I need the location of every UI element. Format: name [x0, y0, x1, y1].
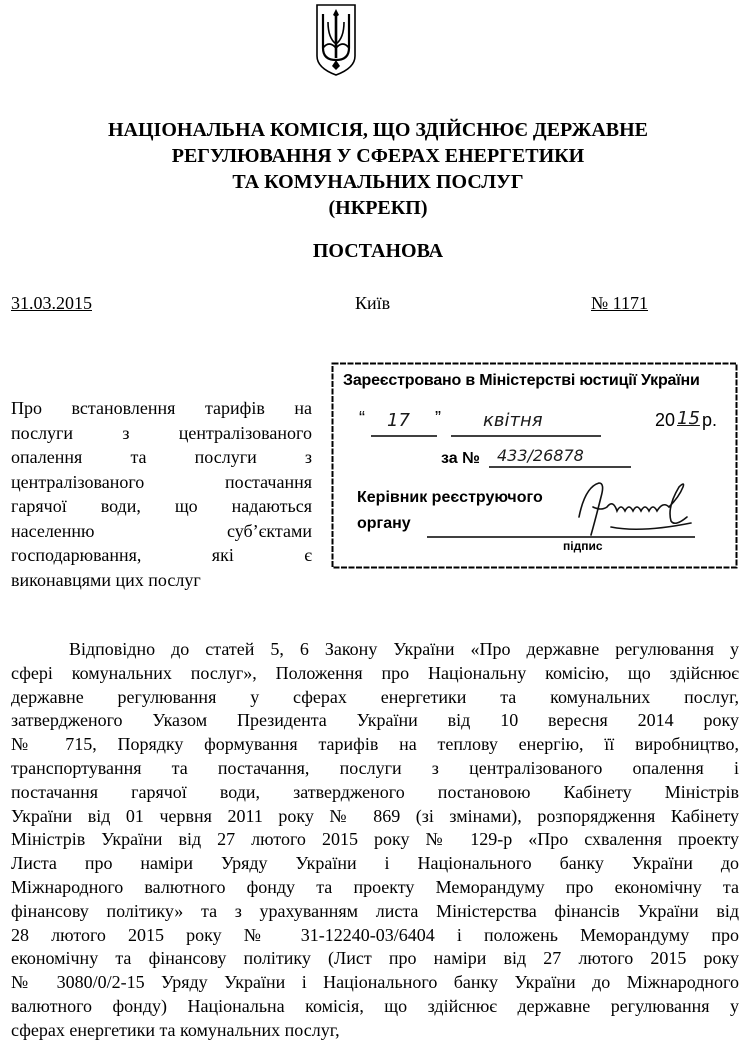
body-line: економічну та фінансову політику (Лист про наміри від 27 лютого 2015 року [11, 948, 739, 969]
body-line: постачання гарячої води, затвердженого постановою Кабінету Міністрів [11, 781, 739, 802]
document-city: Київ [355, 293, 391, 313]
body-line: сфері комунальних послуг», Положення про Національну комісію, що здійснює [11, 662, 739, 683]
stamp-date-row [353, 408, 733, 438]
body-line: України від 01 червня 2011 року № 869 (зі змінами), розпорядження Кабінету [11, 805, 739, 826]
document-number: № 1171 [591, 293, 649, 313]
body-line: сферах енергетики та комунальних послуг, [11, 1019, 340, 1040]
body-paragraph [11, 638, 739, 1043]
stamp-number-row [441, 446, 721, 472]
org-title-line: НАЦІОНАЛЬНА КОМІСІЯ, ЩО ЗДІЙСНЮЄ ДЕРЖАВНЕ [107, 119, 649, 141]
document-date: 31.03.2015 [11, 293, 92, 313]
org-abbreviation: (НКРЕКП) [328, 197, 428, 219]
subject-line: господарювання, які є [11, 545, 312, 565]
document-type: ПОСТАНОВА [312, 240, 444, 262]
body-line: Міжнародного валютного фонду та проекту Меморандуму про економічну та [11, 876, 739, 897]
body-line: валютного фонду) Національна комісія, що здійснює державне регулювання у [11, 995, 739, 1016]
body-line: Міністрів України від 27 лютого 2015 року № 129-р «Про схвалення проекту [11, 829, 739, 850]
subject-line: централізованого постачання [11, 471, 312, 492]
stamp-number-value: 433/26878 [497, 446, 584, 465]
body-line: Відповідно до статей 5, 6 Закону України «Про державне регулювання у [69, 639, 739, 659]
stamp-number-label: за № [441, 450, 480, 467]
stamp-year-unit: р. [702, 410, 718, 430]
org-title-line: ТА КОМУНАЛЬНИХ ПОСЛУГ [232, 171, 524, 193]
subject-line: виконавцями цих послуг [11, 569, 201, 590]
subject-line: гарячої води, що надаються [11, 496, 312, 516]
trident-icon [316, 4, 356, 76]
stamp-open-quote: “ [359, 408, 365, 428]
stamp-year-suffix: 15 [677, 408, 700, 429]
subject-line: населенню суб’єктами [11, 520, 312, 541]
stamp-head-line: органу [357, 515, 411, 532]
subject-line: Про встановлення тарифів на [11, 398, 312, 418]
signature-icon [571, 477, 701, 543]
document-subject [11, 396, 312, 592]
subject-line: послуги з централізованого [11, 422, 312, 443]
stamp-head-line: Керівник реєструючого [357, 489, 543, 506]
signature-caption: підпис [563, 539, 603, 553]
stamp-title: Зареєстровано в Міністерстві юстиції України [343, 372, 700, 389]
body-line: державне регулювання у сферах енергетики та комунальних послуг, [11, 686, 739, 707]
subject-line: опалення та послуги з [11, 447, 312, 467]
stamp-month: квітня [483, 410, 543, 431]
org-title [40, 117, 716, 221]
stamp-day: 17 [387, 410, 410, 431]
body-line: Листа про наміри Уряду України і Національного банку України до [11, 853, 739, 874]
body-line: № 715, Порядку формування тарифів на теплову енергію, її виробництво, [11, 734, 739, 755]
body-line: фінансову політику» та з урахуванням листа Міністерства фінансів України від [11, 900, 739, 921]
registration-stamp [331, 362, 739, 570]
stamp-close-quote: ” [435, 408, 441, 428]
body-line: транспортування та постачання, послуги з централізованого опалення і [11, 757, 739, 778]
org-title-line: РЕГУЛЮВАННЯ У СФЕРАХ ЕНЕРГЕТИКИ [171, 145, 585, 167]
body-line: № 3080/0/2-15 Уряду України і Національного банку України до Міжнародного [11, 972, 739, 993]
body-line: затвердженого Указом Президента України від 10 вересня 2014 року [11, 710, 739, 731]
body-line: 28 лютого 2015 року № 31-12240-03/6404 і положень Меморандуму про [11, 924, 739, 945]
stamp-year-prefix: 20 [655, 410, 676, 430]
